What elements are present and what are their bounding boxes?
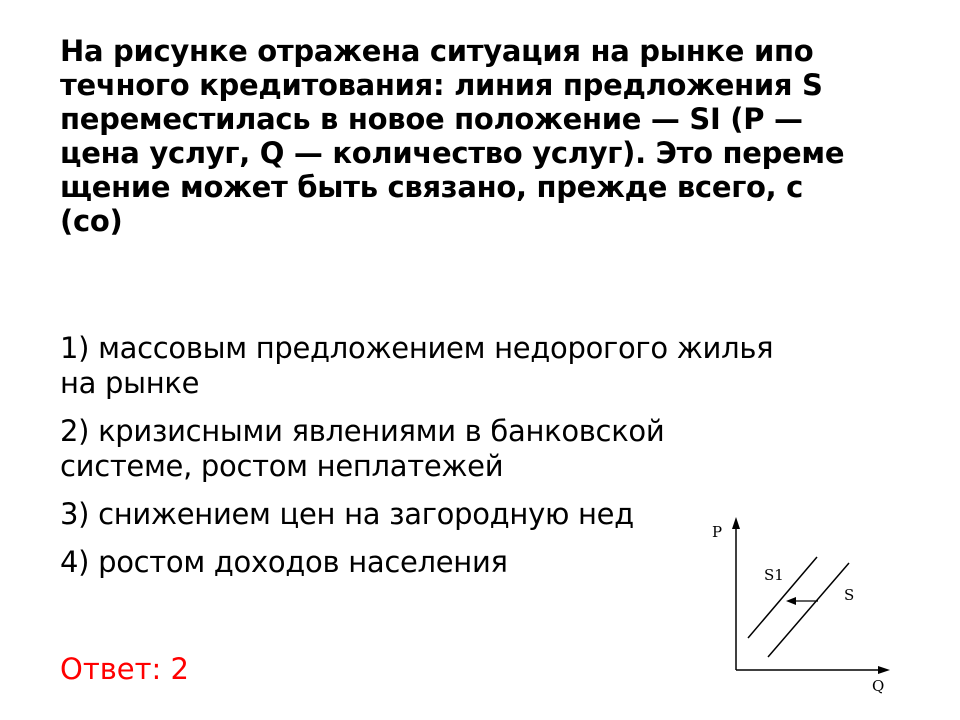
question-line: цена услуг, Q — количество услуг). Это переме [60, 136, 845, 170]
option-1 [60, 331, 774, 401]
option-line: системе, ростом неплатежей [60, 449, 504, 483]
option-2 [60, 414, 760, 484]
s1-label: S1 [764, 566, 784, 584]
option-line: 4) ростом доходов населения [60, 545, 508, 579]
y-axis-arrow [732, 517, 740, 529]
x-axis-arrow [878, 666, 890, 674]
question-line: щение может быть связано, прежде всего, с [60, 170, 804, 204]
answer-text: Ответ: 2 [60, 652, 189, 686]
question-line: (со) [60, 204, 123, 238]
option-line: на рынке [60, 366, 200, 400]
option-4 [60, 545, 760, 580]
question-text [60, 34, 860, 238]
graph-svg [692, 505, 907, 705]
question-line: На рисунке отражена ситуация на рынке ипо [60, 34, 814, 68]
s-label: S [844, 586, 855, 604]
question-line: течного кредитования: линия предложения S [60, 68, 823, 102]
option-line: 2) кризисными явлениями в банковской [60, 414, 665, 448]
option-line: 1) массовым предложением недорогого жилья [60, 331, 774, 365]
question-line: переместилась в новое положение — SI (P — [60, 102, 803, 136]
y-axis-label: P [712, 523, 723, 541]
supply-shift-graph [692, 505, 907, 705]
option-line: 3) снижением цен на загородную нед [60, 497, 634, 531]
option-3 [60, 497, 760, 532]
shift-arrow-head [786, 597, 796, 605]
x-axis-label: Q [872, 677, 885, 695]
